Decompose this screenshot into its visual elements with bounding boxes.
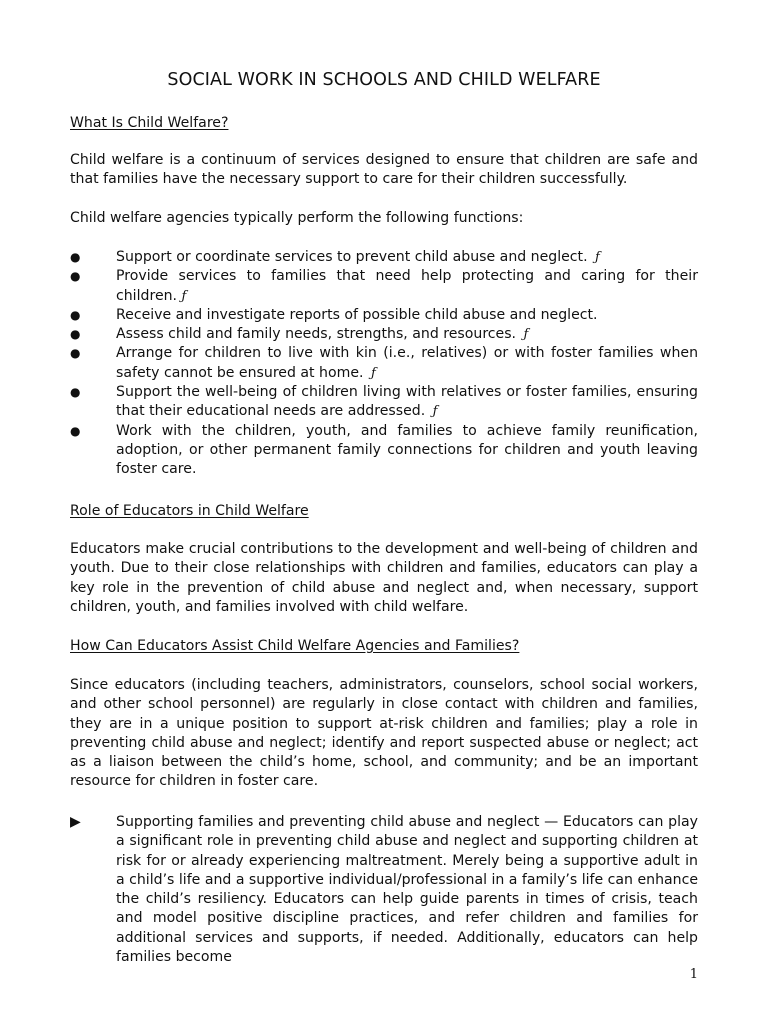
paragraph-role-of-educators: Educators make crucial contributions to the development and well-being of children and youth. Due to their close relationships with children and families, educators can play a key role in the prevention of child abuse and neglect and, when necessary, support children, youth, and families involved with child welfare. <box>70 541 698 615</box>
paragraph-how-can-educators-assist: Since educators (including teachers, administrators, counselors, school social workers, and other school personnel) are regularly in close contact with children and families, they are in a unique position to support at-risk children and families; play a role in preventing child abuse and neglect; identify and report suspected abuse or neglect; act as a liaison between the child’s home, school, and community; and be an important resource for children in foster care. <box>70 677 698 790</box>
bullet-icon: ● <box>70 327 81 342</box>
footnote-mark: ƒ <box>370 365 376 381</box>
functions-list <box>70 248 698 480</box>
list-item <box>70 422 698 480</box>
paragraph-functions-intro: Child welfare agencies typically perform the following functions: <box>70 210 524 226</box>
heading-how-can-educators-assist: How Can Educators Assist Child Welfare Agencies and Families? <box>70 638 520 654</box>
list-item <box>70 248 698 267</box>
arrow-bullet-icon: ▶ <box>70 814 81 830</box>
arrow-list-item <box>70 813 698 967</box>
list-item <box>70 383 698 422</box>
bullet-icon: ● <box>70 385 81 400</box>
page-number: 1 <box>689 967 698 982</box>
bullet-icon: ● <box>70 250 81 264</box>
list-item-text: Arrange for children to live with kin (i.e., relatives) or with foster families when safety cannot be ensured at home. <box>116 345 698 381</box>
list-item-text: Provide services to families that need help protecting and caring for their children. <box>116 268 698 304</box>
list-item-text: Assess child and family needs, strengths, and resources. <box>116 326 517 343</box>
document-title: SOCIAL WORK IN SCHOOLS AND CHILD WELFARE <box>167 70 601 90</box>
bullet-icon: ● <box>70 269 81 284</box>
paragraph-definition: Child welfare is a continuum of services designed to ensure that children are safe and that families have the necessary support to care for their children successfully. <box>70 152 698 188</box>
heading-role-of-educators: Role of Educators in Child Welfare <box>70 503 309 519</box>
list-item-text: Support or coordinate services to prevent child abuse and neglect. <box>116 249 588 265</box>
footnote-mark: ƒ <box>523 327 529 343</box>
bullet-icon: ● <box>70 346 81 361</box>
footnote-mark: ƒ <box>595 250 600 265</box>
list-item-text: Receive and investigate reports of possible child abuse and neglect. <box>116 306 598 323</box>
list-item <box>70 306 698 325</box>
footnote-mark: ƒ <box>432 404 438 420</box>
list-item-text: Work with the children, youth, and families to achieve family reunification, adoption, or other permanent family connections for children and youth leaving foster care. <box>116 422 698 478</box>
list-item <box>70 344 698 383</box>
list-item <box>70 325 698 344</box>
list-item <box>70 267 698 306</box>
list-item-text: Support the well-being of children living with relatives or foster families, ensuring that their educational needs are addressed. <box>116 384 698 420</box>
heading-what-is-child-welfare: What Is Child Welfare? <box>70 115 229 131</box>
bullet-icon: ● <box>70 423 81 438</box>
bullet-icon: ● <box>70 307 81 322</box>
footnote-mark: ƒ <box>181 288 187 304</box>
arrow-list-item-text: Supporting families and preventing child abuse and neglect — Educators can play a significant role in preventing child abuse and neglect and supporting children at risk for or already experiencing maltreatment. Merely being a supportive adult in a child’s life and a supportive individual/professional in a family’s life can enhance the child’s resiliency. Educators can help guide parents in times of crisis, teach and model positive discipline practices, and refer children and families for additional services and supports, if needed. Additionally, educators can help families become <box>116 814 698 966</box>
